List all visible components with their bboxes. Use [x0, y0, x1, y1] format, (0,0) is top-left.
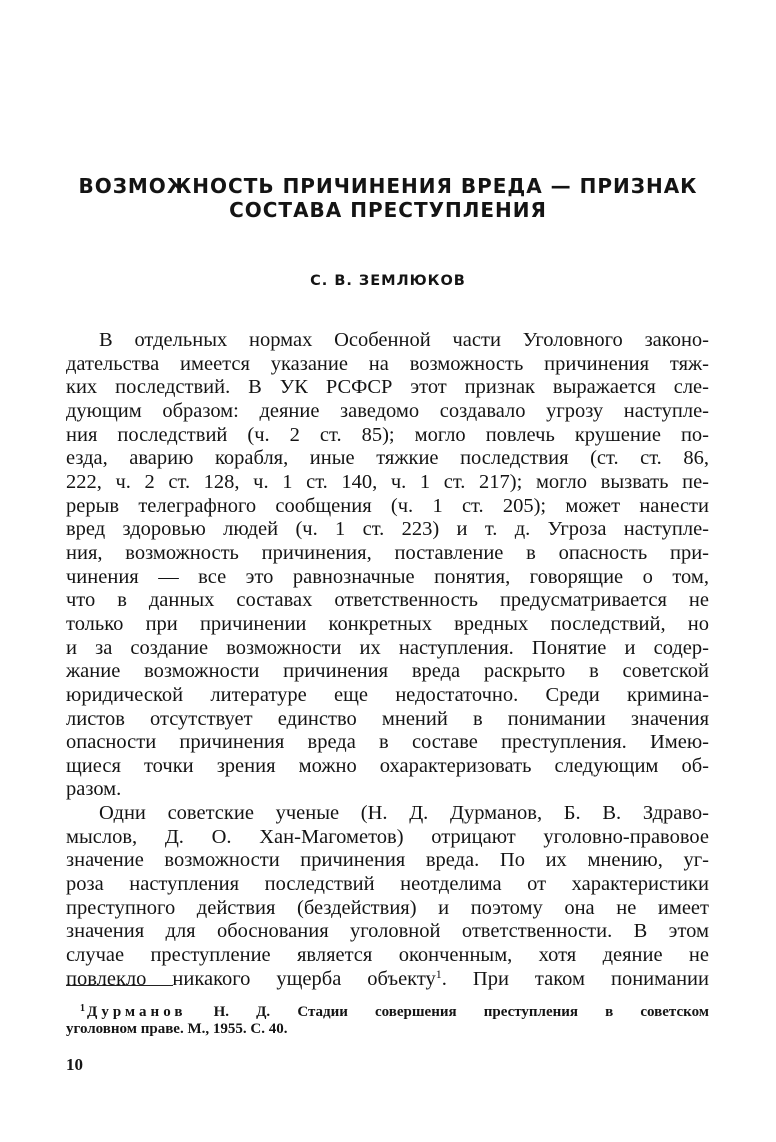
text-line: значения для обоснования уголовной ответственности. В этом: [66, 920, 709, 943]
text-line: только при причинении конкретных вредных последствий, но: [66, 612, 709, 635]
footnote-author: Дурманов: [87, 1004, 187, 1020]
text-line: 222, ч. 2 ст. 128, ч. 1 ст. 140, ч. 1 ст. 217); могло вызвать пе-: [66, 470, 709, 493]
text-line: вред здоровью людей (ч. 1 ст. 223) и т. д. Угроза наступле-: [66, 518, 709, 541]
footnote: [66, 998, 709, 1040]
page-number: 10: [66, 1055, 83, 1074]
footnote-mark: 1: [80, 1003, 85, 1014]
text-line: ких последствий. В УК РСФСР этот признак выражается сле-: [66, 376, 709, 399]
text-line: ния, возможность причинения, поставление в опасность при-: [66, 541, 709, 564]
article-title-line-2: СОСТАВА ПРЕСТУПЛЕНИЯ: [229, 198, 547, 222]
text-line: щиеся точки зрения можно охарактеризовать следующим об-: [66, 754, 709, 777]
footnote-line-2: уголовном праве. М., 1955. С. 40.: [66, 1021, 288, 1037]
text-line: [66, 968, 709, 992]
article-author: С. В. ЗЕМЛЮКОВ: [310, 273, 466, 289]
text-line: разом.: [66, 778, 122, 801]
text-line: рерыв телеграфного сообщения (ч. 1 ст. 205); может нанести: [66, 494, 709, 517]
footnote-line-1: [66, 998, 709, 1019]
footnote-citation: Н. Д. Стадии совершения преступления в советском: [213, 1004, 710, 1020]
text-line: преступного действия (бездействия) и поэтому она не имеет: [66, 896, 709, 919]
text-line: Одни советские ученые (Н. Д. Дурманов, Б. В. Здраво-: [99, 802, 709, 824]
text-line: и за создание возможности их наступления. Понятие и содер-: [66, 636, 709, 659]
text-line: листов отсутствует единство мнений в понимании значения: [66, 707, 709, 730]
paragraph-2: [66, 802, 709, 991]
text-line: дательства имеется указание на возможность причинения тяж-: [66, 352, 709, 375]
text-line: что в данных составах ответственность предусматривается не: [66, 589, 709, 612]
paragraph-1: [66, 329, 709, 802]
text-line: опасности причинения вреда в составе преступления. Имею-: [66, 731, 709, 754]
article-title-line-1: ВОЗМОЖНОСТЬ ПРИЧИНЕНИЯ ВРЕДА — ПРИЗНАК: [78, 174, 698, 198]
text-line: ния последствий (ч. 2 ст. 85); могло повлечь крушение по-: [66, 423, 709, 446]
footnote-reference[interactable]: 1: [435, 966, 442, 981]
text-line: случае преступление является оконченным, хотя деяние не: [66, 943, 709, 966]
text-line: жание возможности причинения вреда раскрыто в советской: [66, 660, 709, 683]
text-line: юридической литературе еще недостаточно. Среди кримина-: [66, 683, 709, 706]
text-segment: повлекло никакого ущерба объекту: [66, 967, 436, 990]
text-line: чинения — все это равнозначные понятия, говорящие о том,: [66, 565, 709, 588]
text-line: езда, аварию корабля, иные тяжкие последствия (ст. ст. 86,: [66, 447, 709, 470]
text-line: дующим образом: деяние заведомо создавало угрозу наступле-: [66, 399, 709, 422]
text-segment: . При таком понимании: [441, 967, 709, 990]
text-line: мыслов, Д. О. Хан-Магометов) отрицают уголовно-правовое: [66, 825, 709, 848]
text-line: роза наступления последствий неотделима от характеристики: [66, 872, 709, 895]
footnote-separator: [66, 985, 173, 986]
text-line: В отдельных нормах Особенной части Уголовного законо-: [99, 329, 709, 351]
text-line: значение возможности причинения вреда. По их мнению, уг-: [66, 849, 709, 872]
